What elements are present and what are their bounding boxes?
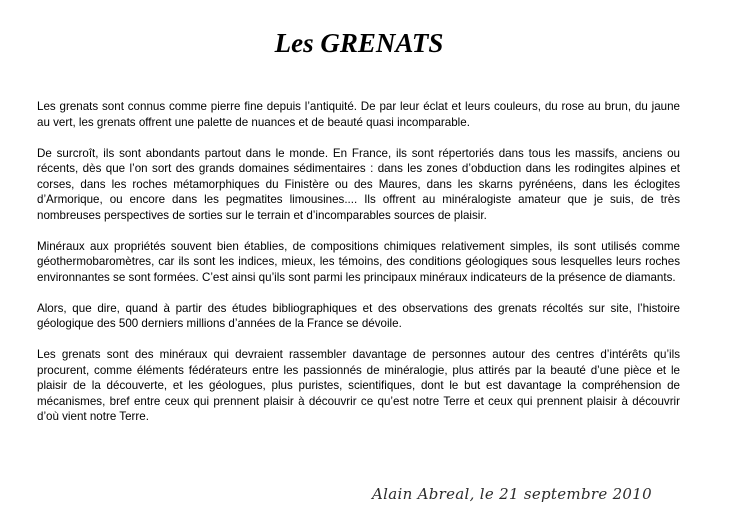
author-signature: Alain Abreal, le 21 septembre 2010	[372, 485, 652, 503]
paragraph-intro: Les grenats sont connus comme pierre fine depuis l’antiquité. De par leur éclat et leurs couleurs, du rose au brun, du jaune au vert, les grenats offrent une palette de nuances et de beauté quasi incomparable.	[37, 100, 680, 129]
paragraph-properties: Minéraux aux propriétés souvent bien établies, de compositions chimiques relativement simples, ils sont utilisés comme géothermobaromètres, car ils sont les indices, mieux, les témoins, des conditions géologiques sous lesquelles leurs roches environnantes se sont formées. C’est ainsi qu’ils sont parmi les principaux minéraux indicateurs de la présence de diamants.	[37, 239, 680, 284]
paragraph-conclusion: Les grenats sont des minéraux qui devraient rassembler davantage de personnes autour des centres d’intérêts qu’ils procurent, comme éléments fédérateurs entre les passionnés de minéralogie, plus attirés par la beauté d’une pièce et le plaisir de la découverte, et les géologues, plus puristes, scientifiques, dont le but est davantage la compréhension de mécanismes, bref entre ceux qui prennent plaisir à découvrir ce qu’est notre Terre et ceux qui prennent plaisir à découvrir d’où vient notre Terre.	[37, 348, 680, 423]
paragraph-abundance: De surcroît, ils sont abondants partout dans le monde. En France, ils sont répertoriés dans tous les massifs, anciens ou récents, dès que l’on sort des grands domaines sédimentaires : dans les zones d’obduction dans les rodingites alpines et corses, dans les roches métamorphiques du Finistère ou des Maures, dans les skarns pyrénéens, dans les éclogites d’Armorique, ou encore dans les pegmatites limousines.... Ils offrent au minéralogiste amateur que je suis, de très nombreuses perspectives de sorties sur le terrain et d’incomparables sources de plaisir.	[37, 146, 680, 222]
document-body	[37, 99, 680, 440]
paragraph-history: Alors, que dire, quand à partir des études bibliographiques et des observations des grenats récoltés sur site, l’histoire géologique des 500 derniers millions d’années de la France se dévoile.	[37, 301, 680, 330]
document-title: Les GRENATS	[274, 28, 444, 58]
